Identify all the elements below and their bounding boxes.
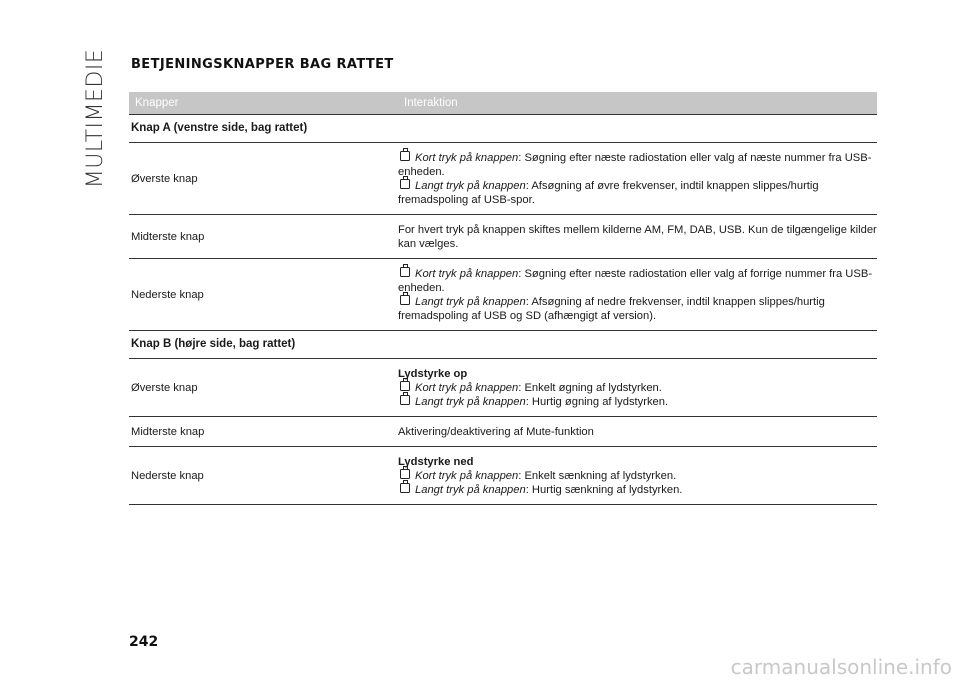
table-row: [129, 143, 877, 215]
press-type: Kort tryk på knappen: [415, 470, 519, 482]
interaction-line: [398, 267, 877, 295]
press-description: : Hurtig sænkning af lydstyrken.: [525, 484, 683, 496]
button-name: Midterste knap: [131, 426, 205, 438]
press-description: : Hurtig øgning af lydstyrken.: [525, 396, 669, 408]
interaction-cell: [383, 151, 877, 207]
button-press-icon: [400, 267, 410, 277]
button-press-icon: [400, 469, 410, 479]
interaction-line: [398, 179, 877, 207]
button-press-icon: [400, 151, 410, 161]
interaction-cell: [383, 367, 877, 409]
button-name: Øverste knap: [131, 382, 198, 394]
press-description: : Enkelt sænkning af lydstyrken.: [518, 470, 677, 482]
press-description: : Afsøgning af øvre frekvenser, indtil knappen slippes/hurtig fremadspoling af USB-spor.: [398, 180, 819, 206]
press-type: Langt tryk på knappen: [415, 296, 526, 308]
table-row: [129, 215, 877, 259]
button-press-icon: [400, 395, 410, 405]
interaction-line: [398, 483, 877, 497]
table-header: [129, 92, 877, 115]
press-type: Kort tryk på knappen: [415, 268, 519, 280]
function-heading: Lydstyrke ned: [398, 456, 474, 468]
press-type: Langt tryk på knappen: [415, 180, 526, 192]
table-row: [129, 417, 877, 447]
controls-table: [129, 92, 877, 505]
interaction-cell: Aktivering/deaktivering af Mute-funktion: [398, 426, 594, 438]
chapter-label-text: MULTIMEDIE: [83, 48, 109, 188]
section-title-a: Knap A (venstre side, bag rattet): [129, 115, 877, 143]
interaction-cell: For hvert tryk på knappen skiftes mellem kilderne AM, FM, DAB, USB. Kun de tilgængelige kilder kan vælges.: [398, 224, 877, 250]
watermark: carmanualsonline.info: [730, 655, 952, 679]
press-type: Kort tryk på knappen: [415, 382, 519, 394]
press-type: Langt tryk på knappen: [415, 484, 526, 496]
press-description: : Afsøgning af nedre frekvenser, indtil knappen slippes/hurtig fremadspoling af USB og SD (afhængigt af version).: [398, 296, 825, 322]
button-name: Øverste knap: [131, 173, 198, 185]
button-name: Nederste knap: [131, 470, 204, 482]
header-buttons: Knapper: [135, 97, 179, 109]
header-interaction: Interaktion: [404, 97, 458, 109]
table-row: [129, 259, 877, 331]
interaction-line: [398, 295, 877, 323]
button-press-icon: [400, 483, 410, 493]
button-name: Midterste knap: [131, 231, 205, 243]
press-type: Langt tryk på knappen: [415, 396, 526, 408]
press-description: : Søgning efter næste radiostation eller valg af næste nummer fra USB-enheden.: [398, 152, 872, 178]
interaction-line: [398, 381, 877, 395]
page-title: BETJENINGSKNAPPER BAG RATTET: [131, 57, 394, 72]
button-press-icon: [400, 381, 410, 391]
interaction-cell: [383, 455, 877, 497]
interaction-line: [398, 395, 877, 409]
button-press-icon: [400, 295, 410, 305]
chapter-side-label: [83, 48, 109, 188]
page-number: 242: [129, 634, 159, 650]
interaction-line: [398, 469, 877, 483]
press-description: : Søgning efter næste radiostation eller valg af forrige nummer fra USB-enheden.: [398, 268, 873, 294]
press-description: : Enkelt øgning af lydstyrken.: [518, 382, 662, 394]
interaction-cell: [383, 267, 877, 323]
press-type: Kort tryk på knappen: [415, 152, 519, 164]
section-title-b: Knap B (højre side, bag rattet): [129, 331, 877, 359]
table-row: [129, 447, 877, 505]
button-press-icon: [400, 179, 410, 189]
table-row: [129, 359, 877, 417]
interaction-line: [398, 151, 877, 179]
button-name: Nederste knap: [131, 289, 204, 301]
function-heading: Lydstyrke op: [398, 368, 468, 380]
